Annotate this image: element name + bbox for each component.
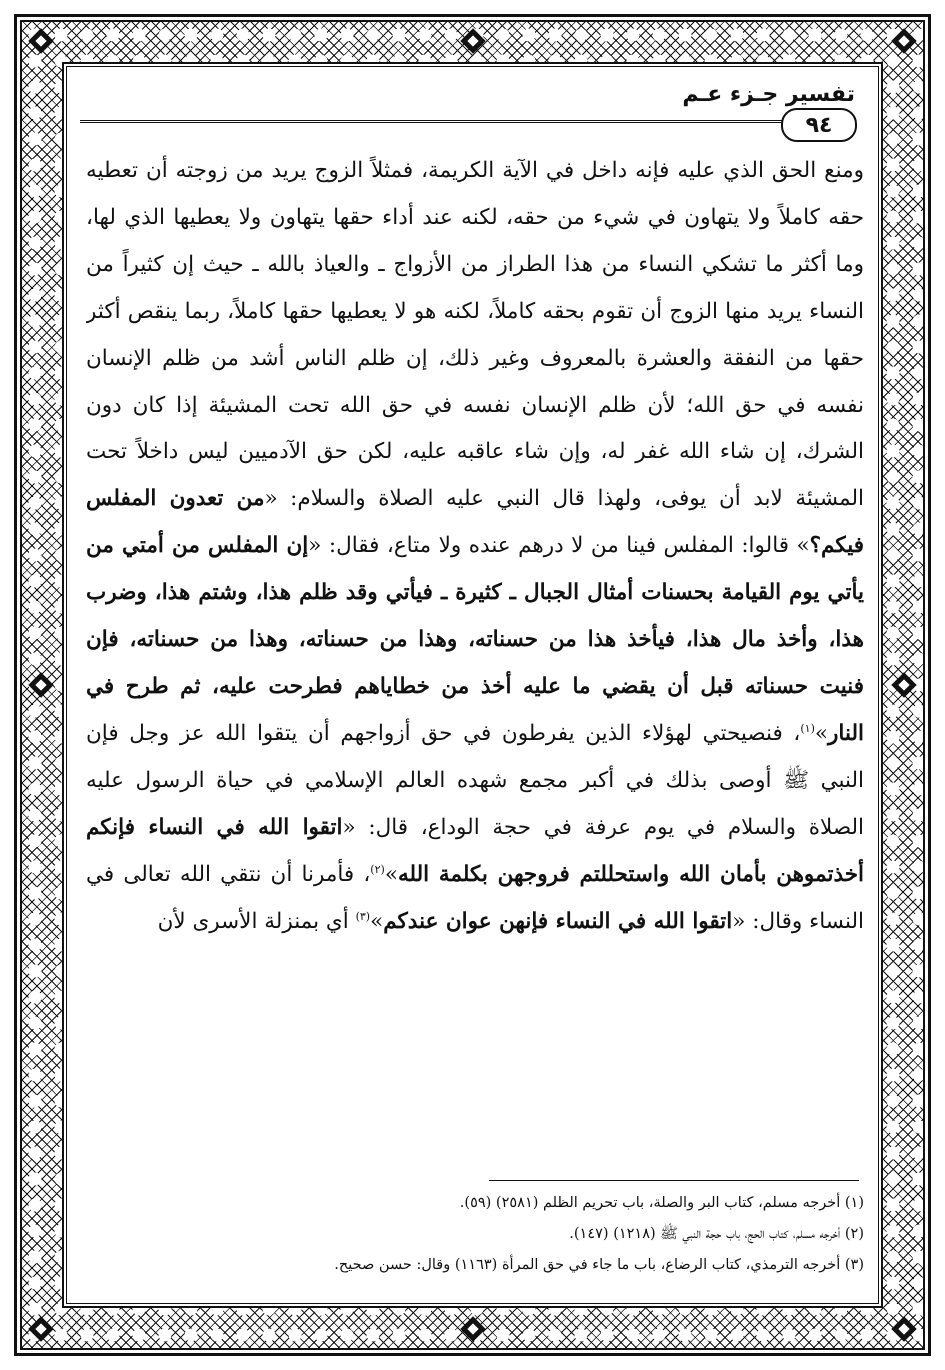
body-text: » xyxy=(814,720,829,746)
body-text: ، فنصيحتي لهؤلاء الذين يفرطون في حق أزواجهم أن يتقوا الله عز وجل فإن النبي ﷺ أوصى بذلك في أكبر مجمع شهده العالم الإسلامي في حياة الرسول عليه الصلاة والسلام في يوم عرفة في حجة الوداع، قال: « xyxy=(86,720,864,840)
body-text: » xyxy=(384,861,398,887)
running-title: تفسير جـزء عـم xyxy=(682,82,855,107)
footnotes xyxy=(86,1188,864,1281)
footnote: (٣) أخرجه الترمذي، كتاب الرضاع، باب ما جاء في حق المرأة (١١٦٣) وقال: حسن صحيح. xyxy=(334,1257,864,1273)
footnote-separator xyxy=(489,1180,859,1181)
body-text: أي بمنزلة الأسرى لأن xyxy=(157,908,356,934)
body-text: » قالوا: المفلس فينا من لا درهم عنده ولا متاع، فقال: « xyxy=(308,533,810,559)
hadith-quote: إن المفلس من أمتي من يأتي يوم القيامة بحسنات أمثال الجبال ـ كثيرة ـ فيأتي وقد ظلم هذا، وشتم هذا، وضرب هذا، وأخذ مال هذا، فيأخذ هذا من حسناته، وهذا من حسناته، وهذا من حسناته، فإن فنيت حسناته قبل أن يقضي ما عليه أخذ من خطاياهم فطرحت عليه، ثم طرح في النار xyxy=(86,533,864,746)
hadith-quote: من تعدون المفلس فيكم؟ xyxy=(86,486,864,559)
body-paragraph xyxy=(86,148,864,945)
footnote-ref: (٢) xyxy=(370,862,385,876)
page-number: ٩٤ xyxy=(781,108,857,142)
footnote-ref: (٣) xyxy=(355,909,371,923)
footnote: (١) أخرجه مسلم، كتاب البر والصلة، باب تحريم الظلم (٢٥٨١) (٥٩). xyxy=(459,1195,864,1211)
main-text xyxy=(86,148,864,1180)
hadith-quote: اتقوا الله في النساء فإنهن عوان عندكم xyxy=(383,908,733,934)
header-rule xyxy=(80,120,785,123)
hadith-quote: اتقوا الله في النساء فإنكم أخذتموهن بأمان الله واستحللتم فروجهن بكلمة الله xyxy=(86,814,864,887)
body-text: » xyxy=(370,908,384,934)
body-text: ، فأمرنا أن نتقي الله تعالى في النساء وقال: « xyxy=(86,861,864,934)
body-text: ومنع الحق الذي عليه فإنه داخل في الآية الكريمة، فمثلاً الزوج يريد من زوجته أن تعطيه حقه كاملاً ولا يتهاون في شيء من حقه، لكنه عند أداء حقها يتهاون ولا يعطيها الذي لها، وما أكثر ما تشكي النساء من هذا الطراز من الأزواج ـ والعياذ بالله ـ حيث إن كثيراً من النساء يريد منها الزوج أن تقوم بحقه كاملاً، لكنه هو لا يعطيها حقها كاملاً، ربما ينقص أكثر حقها من النفقة والعشرة بالمعروف وغير ذلك، إن ظلم الناس أشد من ظلم الإنسان نفسه في حق الله؛ لأن ظلم الإنسان نفسه في حق الله تحت المشيئة إذا كان دون الشرك، إن شاء الله غفر له، وإن شاء عاقبه عليه، لكن حق الآدميين ليس داخلاً تحت المشيئة لابد أن يوفى، ولهذا قال النبي عليه الصلاة والسلام: « xyxy=(86,158,864,512)
page-header xyxy=(80,82,865,138)
footnote: (٢) أخرجه مسلم، كتاب الحج، باب حجة النبي ﷺ (١٢١٨) (١٤٧). xyxy=(569,1226,864,1242)
footnote-ref: (١) xyxy=(800,721,815,735)
